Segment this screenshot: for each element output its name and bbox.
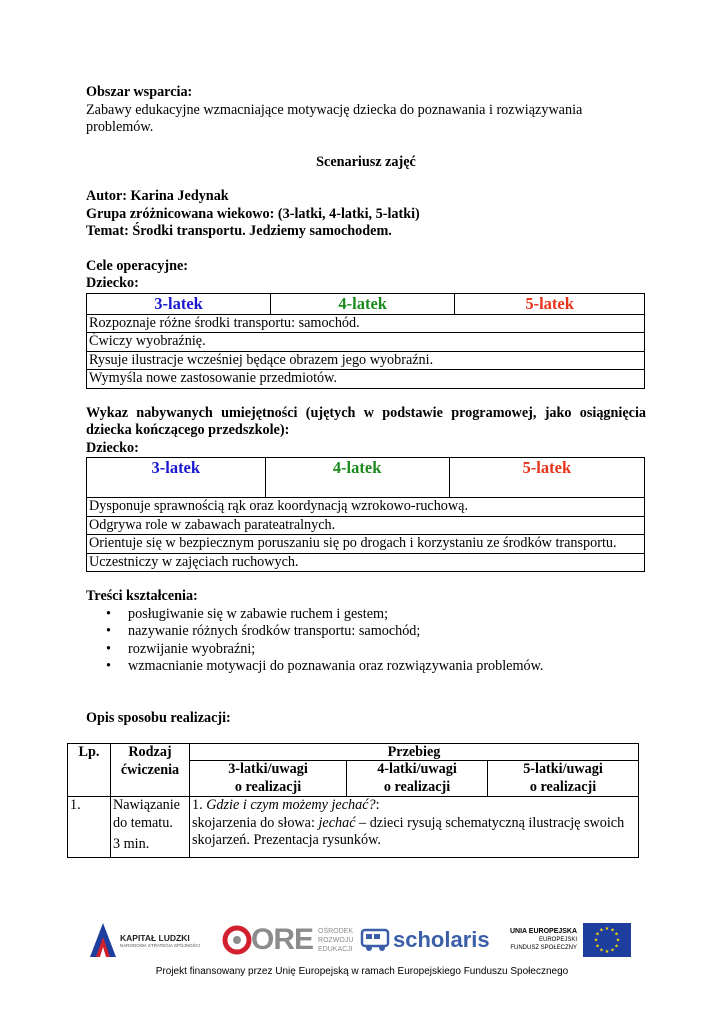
svg-text:★: ★ <box>610 927 615 934</box>
svg-text:★: ★ <box>604 926 610 932</box>
list-item: • nazywanie różnych środków transportu: samochód; <box>106 623 421 639</box>
ore-text: ORE <box>251 923 314 956</box>
skills-row: Orientuje się w bezpiecznym poruszaniu się po drogach i korzystaniu ze środków transportu. <box>87 535 645 554</box>
kapital-ludzki-title: KAPITAŁ LUDZKI <box>120 932 190 943</box>
scenario-title: Scenariusz zajęć <box>316 153 416 170</box>
list-item: • posługiwanie się w zabawie ruchem i gestem; <box>106 605 389 622</box>
col-5-latek: 5-latek <box>449 458 644 498</box>
sub-col-4-latki: 4-latki/uwagi o realizacji <box>347 761 488 797</box>
kapital-ludzki-logo <box>90 916 200 964</box>
skills-row: Dysponuje sprawnością rąk oraz koordynacją wzrokowo-ruchową. <box>87 498 645 517</box>
realization-table <box>67 743 639 858</box>
svg-text:★: ★ <box>599 927 604 934</box>
eu-title: UNIA EUROPEJSKA <box>510 928 578 935</box>
svg-text:★: ★ <box>614 931 619 938</box>
eu-flag-icon <box>583 923 631 957</box>
objectives-table <box>86 293 645 389</box>
eu-logo <box>510 916 631 964</box>
realization-label: Opis sposobu realizacji: <box>86 709 231 726</box>
scholaris-bus-icon <box>360 927 392 953</box>
scholaris-text: scholaris <box>393 927 490 952</box>
list-item: • wzmacnianie motywacji do poznawania oraz rozwiązywania problemów. <box>106 658 544 674</box>
skills-table <box>86 457 645 572</box>
col-course: Przebieg <box>190 744 639 761</box>
objectives-label: Cele operacyjne: <box>86 257 189 274</box>
svg-text:★: ★ <box>593 937 599 944</box>
col-lp: Lp. <box>68 744 111 797</box>
row-lp: 1. <box>68 797 111 858</box>
ore-sub3: EDUKACJI <box>318 945 353 953</box>
group-line: Grupa zróżnicowana wiekowo: (3-latki, 4-latki, 5-latki) <box>86 205 420 222</box>
eu-sub2: FUNDUSZ SPOŁECZNY <box>510 945 578 951</box>
area-text: Zabawy edukacyjne wzmacniające motywację dziecka do poznawania i rozwiązywania problemów. <box>86 101 583 135</box>
col-3-latek: 3-latek <box>87 293 271 314</box>
sub-col-3-latki: 3-latki/uwagi o realizacji <box>190 761 347 797</box>
kapital-ludzki-icon <box>90 923 116 957</box>
document-body <box>70 84 646 858</box>
svg-text:★: ★ <box>595 943 600 950</box>
ore-sub2: ROZWOJU <box>318 936 354 944</box>
row-type: Nawiązanie do tematu. 3 min. <box>111 797 190 858</box>
svg-text:★: ★ <box>615 937 621 944</box>
scholaris-logo <box>360 916 490 964</box>
row-description: 1. Gdzie i czym możemy jechać?: skojarzenia do słowa: jechać – dzieci rysują schematyczną ilustrację swoich skojarzeń. Prezentacja rysunków. <box>190 797 639 858</box>
col-4-latek: 4-latek <box>265 458 449 498</box>
eu-sub1: EUROPEJSKI <box>539 937 578 943</box>
skills-label: Wykaz nabywanych umiejętności (ujętych w podstawie programowej, jako osiągnięcia dziecka kończącego przedszkole): <box>86 404 646 438</box>
list-item: • rozwijanie wyobraźni; <box>106 640 256 657</box>
svg-text:★: ★ <box>610 947 615 954</box>
objectives-row: Rozpoznaje różne środki transportu: samochód. <box>87 314 645 333</box>
col-type: Rodzaj ćwiczenia <box>111 744 190 797</box>
svg-text:★: ★ <box>614 943 619 950</box>
ore-ring-icon <box>222 925 252 955</box>
skills-row: Odgrywa role w zabawach parateatralnych. <box>87 516 645 535</box>
col-3-latek: 3-latek <box>87 458 266 498</box>
content-label: Treści kształcenia: <box>86 588 198 604</box>
svg-text:★: ★ <box>595 931 600 938</box>
topic-line: Temat: Środki transportu. Jedziemy samochodem. <box>86 223 392 239</box>
area-label: Obszar wsparcia: <box>86 84 193 100</box>
col-4-latek: 4-latek <box>271 293 455 314</box>
objectives-row: Wymyśla nowe zastosowanie przedmiotów. <box>87 370 645 389</box>
objectives-child-label: Dziecko: <box>86 275 139 291</box>
ore-sub1: OŚRODEK <box>318 927 354 935</box>
funding-text: Projekt finansowany przez Unię Europejską w ramach Europejskiego Funduszu Społecznego <box>155 966 569 977</box>
author-line: Autor: Karina Jedynak <box>86 188 229 204</box>
content-list <box>86 606 646 676</box>
objectives-row: Rysuje ilustracje wcześniej będące obrazem jego wyobraźni. <box>87 351 645 370</box>
ore-logo <box>222 916 353 964</box>
kapital-ludzki-sub: NARODOWA STRATEGIA SPÓJNOŚCI <box>120 942 201 948</box>
svg-text:★: ★ <box>604 949 610 955</box>
objectives-row: Ćwiczy wyobraźnię. <box>87 333 645 352</box>
skills-row: Uczestniczy w zajęciach ruchowych. <box>87 553 645 572</box>
footer-logos <box>0 916 724 964</box>
col-5-latek: 5-latek <box>455 293 645 314</box>
sub-col-5-latki: 5-latki/uwagi o realizacji <box>488 761 639 797</box>
svg-text:★: ★ <box>599 947 604 954</box>
skills-child-label: Dziecko: <box>86 439 139 456</box>
